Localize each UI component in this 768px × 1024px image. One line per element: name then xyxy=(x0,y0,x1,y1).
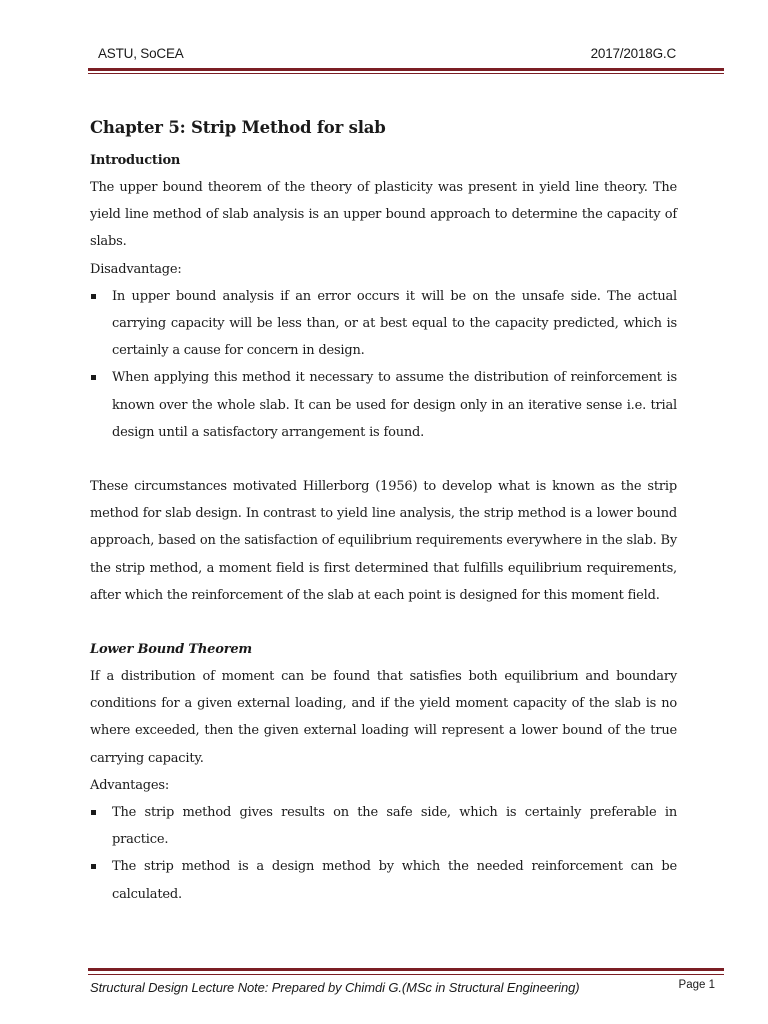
page-body xyxy=(90,110,677,908)
header-institution: ASTU, SoCEA xyxy=(98,46,184,61)
advantages-list xyxy=(90,799,677,908)
spacer xyxy=(90,609,677,636)
bullet-square-icon xyxy=(91,864,96,869)
bullet-square-icon xyxy=(91,294,96,299)
disadvantage-list xyxy=(90,283,677,446)
list-item-text: The strip method is a design method by which the needed reinforcement can be calculated. xyxy=(112,859,677,902)
lower-bound-heading: Lower Bound Theorem xyxy=(90,642,252,658)
footer-note: Structural Design Lecture Note: Prepared by Chimdi G.(MSc in Structural Engineering) xyxy=(90,980,580,995)
introduction-paragraph: The upper bound theorem of the theory of plasticity was present in yield line theory. The yield line method of slab analysis is an upper bound approach to determine the capacity of slabs. xyxy=(90,180,677,250)
list-item-text: When applying this method it necessary to assume the distribution of reinforcement is known over the whole slab. It can be used for design only in an iterative sense i.e. trial design until a satisfactory arrangement is found. xyxy=(112,370,677,440)
header-academic-year: 2017/2018G.C xyxy=(590,46,676,61)
list-item xyxy=(90,364,677,446)
hillerborg-paragraph: These circumstances motivated Hillerborg (1956) to develop what is known as the strip method for slab design. In contrast to yield line analysis, the strip method is a lower bound approach, based on the satisfaction of equilibrium requirements everywhere in the slab. By the strip method, a moment field is first determined that fulfills equilibrium requirements, after which the reinforcement of the slab at each point is designed for this moment field. xyxy=(90,479,677,603)
list-item-text: The strip method gives results on the safe side, which is certainly preferable in practice. xyxy=(112,805,677,848)
chapter-title: Chapter 5: Strip Method for slab xyxy=(90,118,386,137)
list-item-text: In upper bound analysis if an error occurs it will be on the unsafe side. The actual carrying capacity will be less than, or at best equal to the capacity predicted, which is certainly a cause for concern in design. xyxy=(112,288,677,359)
bullet-square-icon xyxy=(91,810,96,815)
footer-rule xyxy=(88,968,724,971)
list-item xyxy=(90,853,677,907)
list-item xyxy=(90,799,677,853)
lower-bound-paragraph: If a distribution of moment can be found that satisfies both equilibrium and boundary conditions for a given external loading, and if the yield moment capacity of the slab is no where exceeded, then the given external loading will represent a lower bound of the true carrying capacity. xyxy=(90,669,677,766)
spacer xyxy=(90,446,677,473)
introduction-heading: Introduction xyxy=(90,153,181,168)
header-rule xyxy=(88,68,724,71)
page-number: Page 1 xyxy=(678,979,715,991)
disadvantage-label: Disadvantage: xyxy=(90,261,182,277)
footer-rule-thin xyxy=(88,974,724,975)
bullet-square-icon xyxy=(91,375,96,380)
list-item xyxy=(90,283,677,365)
header-rule-thin xyxy=(88,73,724,74)
advantages-label: Advantages: xyxy=(90,777,170,793)
